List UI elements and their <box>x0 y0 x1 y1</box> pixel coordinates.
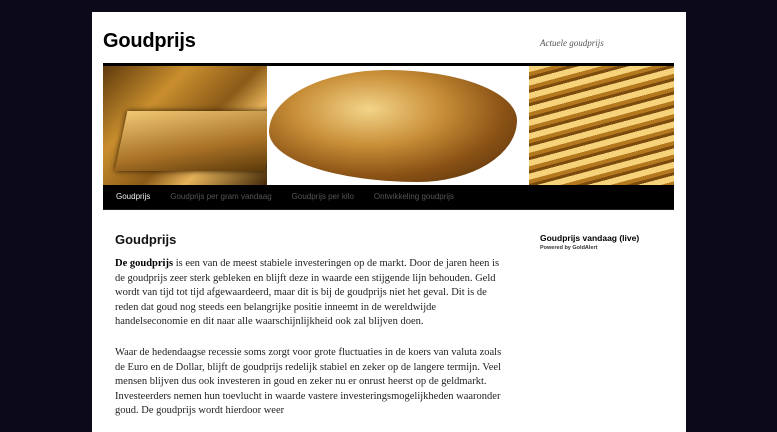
main-nav <box>103 185 674 210</box>
gold-bar-image <box>103 66 267 188</box>
site-title[interactable]: Goudprijs <box>103 30 196 52</box>
page-container <box>92 12 686 432</box>
nav-item-per-kilo[interactable]: Goudprijs per kilo <box>291 192 354 201</box>
widget-powered-by: Powered by GoldAlert <box>540 245 598 251</box>
article-paragraph-1 <box>115 257 507 330</box>
header-banner <box>103 63 674 188</box>
gold-nugget-image <box>267 66 529 188</box>
widget-title: Goudprijs vandaag (live) <box>540 233 640 243</box>
nav-item-ontwikkeling[interactable]: Ontwikkeling goudprijs <box>373 192 454 201</box>
article-bold-lead: De goudprijs <box>115 258 174 269</box>
gold-bars-stack-image <box>529 66 674 188</box>
site-description: Actuele goudprijs <box>540 38 604 48</box>
nav-item-per-gram[interactable]: Goudprijs per gram vandaag <box>170 192 272 201</box>
article-paragraph-2: Waar de hedendaagse recessie soms zorgt voor grote fluctuaties in de koers van valuta zoals de Euro en de Dollar, blijft de goudprijs redelijk stabiel en zeker op de langere termijn. Veel mensen blijven dus ook investeren in goud en zeker nu er onrust heerst op de geldmarkt. Investeerders nemen hun toevlucht in waarde vastere investeringsmogelijkheden waaronder goud. De goudprijs wordt hierdoor weer <box>115 347 502 416</box>
article-paragraph-1-text: is een van de meest stabiele investeringen op de markt. Door de jaren heen is de goudprijs zeer sterk gebleken en blijft deze in waarde een stijgende lijn behouden. Geld wordt van tijd tot tijd afgewaardeerd, maar dit is bij de goudprijs niet het geval. Dit is de reden dat goud nog steeds een belangrijke positie inneemt in de wereldwijde handelseconomie en dit naar alle waarschijnlijkheid ook zal blijven doen. <box>115 258 500 327</box>
page-title: Goudprijs <box>115 232 177 247</box>
nav-item-goudprijs[interactable]: Goudprijs <box>116 192 151 201</box>
